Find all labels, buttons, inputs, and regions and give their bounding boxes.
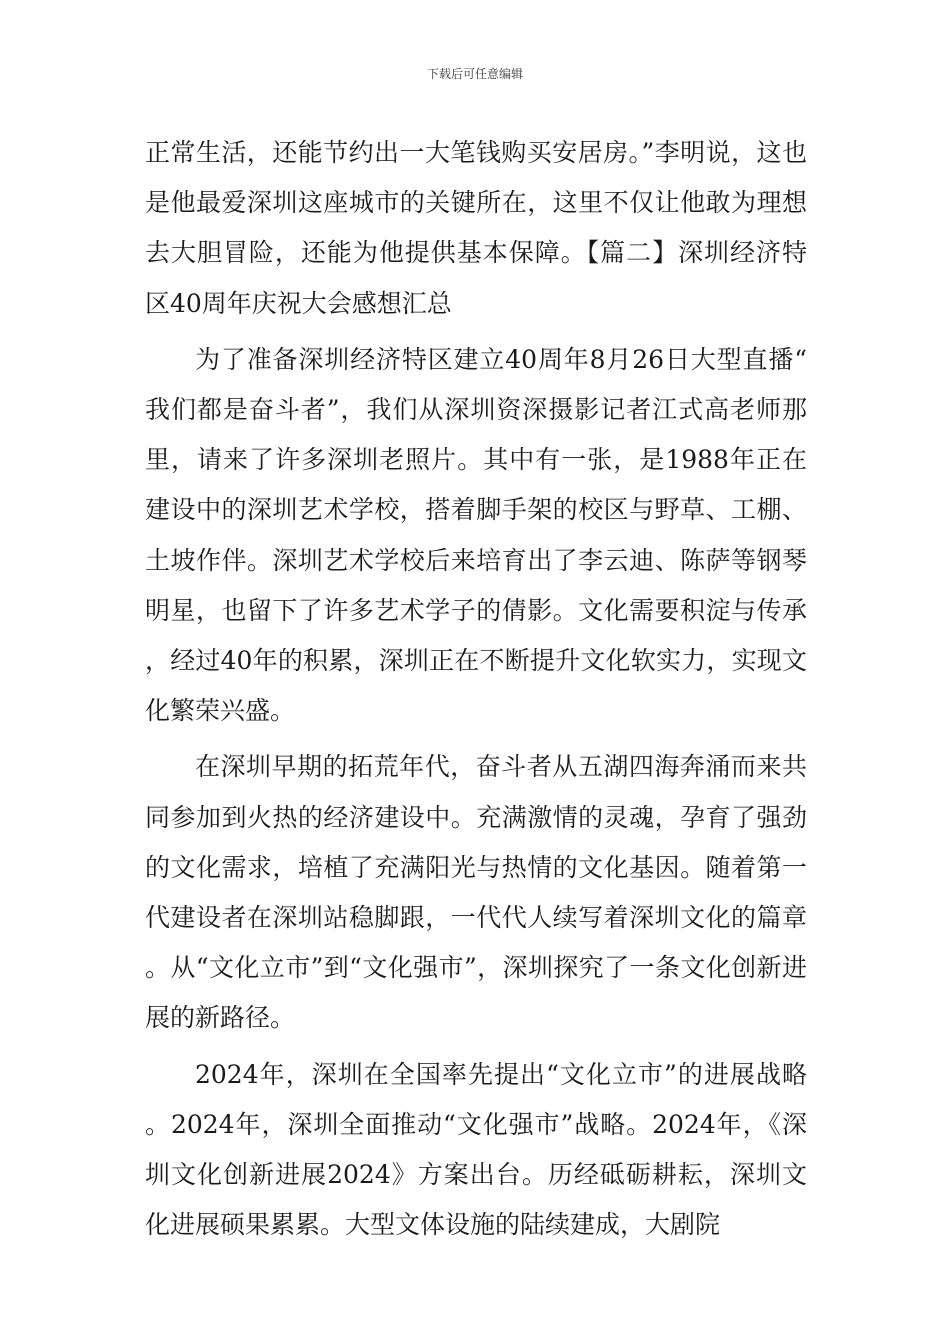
document-body [145,128,807,1250]
paragraph-1: 正常生活，还能节约出一大笔钱购买安居房。”李明说，这也是他最爱深圳这座城市的关键所在，这里不仅让他敢为理想去大胆冒险，还能为他提供基本保障。【篇二】深圳经济特区40周年庆祝大会感想汇总 [145,138,807,318]
paragraph-2: 为了准备深圳经济特区建立40周年8月26日大型直播“我们都是奋斗者”，我们从深圳资深摄影记者江式高老师那里，请来了许多深圳老照片。其中有一张，是1988年正在建设中的深圳艺术学校，搭着脚手架的校区与野草、工棚、土坡作伴。深圳艺术学校后来培育出了李云迪、陈萨等钢琴明星，也留下了许多艺术学子的倩影。文化需要积淀与传承，经过40年的积累，深圳正在不断提升文化软实力，实现文化繁荣兴盛。 [145,344,807,726]
paragraph-3: 在深圳早期的拓荒年代，奋斗者从五湖四海奔涌而来共同参加到火热的经济建设中。充满激情的灵魂，孕育了强劲的文化需求，培植了充满阳光与热情的文化基因。随着第一代建设者在深圳站稳脚跟，一代代人续写着深圳文化的篇章。从“文化立市”到“文化强市”，深圳探究了一条文化创新进展的新路径。 [145,752,807,1033]
page-header: 下载后可任意编辑 [426,67,523,81]
paragraph-4: 2024年，深圳在全国率先提出“文化立市”的进展战略。2024年，深圳全面推动“文化强市”战略。2024年，《深圳文化创新进展2024》方案出台。历经砥砺耕耘，深圳文化进展硕果累累。大型文体设施的陆续建成，大剧院 [145,1059,807,1240]
